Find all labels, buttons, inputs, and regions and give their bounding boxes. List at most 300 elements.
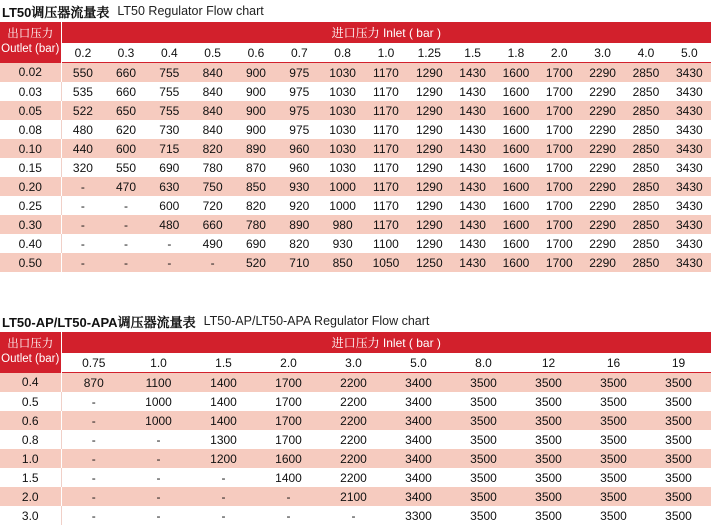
outlet-pressure-cell: 0.15	[0, 158, 61, 177]
flow-value-cell: -	[61, 253, 104, 272]
inlet-pressure-cell: 0.5	[191, 43, 234, 63]
flow-value-cell: 1700	[256, 430, 321, 449]
flow-value-cell: 870	[234, 158, 277, 177]
flow-value-cell: -	[191, 487, 256, 506]
lt50-ap-title-en: LT50-AP/LT50-APA Regulator Flow chart	[203, 314, 430, 328]
flow-value-cell: -	[61, 234, 104, 253]
outlet-header-en: Outlet (bar)	[1, 353, 60, 366]
flow-value-cell: 1600	[494, 101, 537, 120]
inlet-pressure-cell: 0.4	[148, 43, 191, 63]
flow-value-cell: 900	[234, 82, 277, 101]
outlet-pressure-cell: 0.4	[0, 373, 61, 393]
flow-value-cell: 1700	[538, 158, 581, 177]
flow-value-cell: -	[126, 430, 191, 449]
flow-value-cell: 820	[234, 196, 277, 215]
flow-value-cell: -	[148, 234, 191, 253]
outlet-pressure-cell: 0.20	[0, 177, 61, 196]
table-row	[0, 487, 711, 506]
flow-value-cell: 2850	[624, 139, 667, 158]
flow-value-cell: 3430	[668, 253, 711, 272]
flow-value-cell: 690	[234, 234, 277, 253]
flow-value-cell: -	[61, 487, 126, 506]
flow-value-cell: 1600	[256, 449, 321, 468]
flow-value-cell: 1030	[321, 158, 364, 177]
table-row	[0, 215, 711, 234]
flow-value-cell: 1600	[494, 139, 537, 158]
flow-value-cell: 2200	[321, 392, 386, 411]
table-row	[0, 139, 711, 158]
flow-value-cell: 3500	[581, 506, 646, 525]
flow-value-cell: 1100	[126, 373, 191, 393]
flow-value-cell: 660	[104, 63, 147, 83]
flow-value-cell: 2290	[581, 63, 624, 83]
table-row	[0, 506, 711, 525]
flow-value-cell: 3400	[386, 487, 451, 506]
flow-value-cell: 1290	[408, 158, 451, 177]
flow-value-cell: 1430	[451, 120, 494, 139]
lt50-title	[0, 0, 711, 22]
outlet-pressure-cell: 0.5	[0, 392, 61, 411]
outlet-pressure-cell: 0.8	[0, 430, 61, 449]
flow-value-cell: 730	[148, 120, 191, 139]
flow-value-cell: 3500	[451, 373, 516, 393]
flow-value-cell: 1000	[321, 177, 364, 196]
flow-value-cell: 3500	[451, 392, 516, 411]
flow-value-cell: 3500	[581, 430, 646, 449]
flow-value-cell: 3500	[516, 411, 581, 430]
table-row	[0, 392, 711, 411]
flow-value-cell: 650	[104, 101, 147, 120]
outlet-pressure-cell: 2.0	[0, 487, 61, 506]
outlet-pressure-cell: 0.40	[0, 234, 61, 253]
inlet-pressure-cell: 12	[516, 353, 581, 373]
flow-value-cell: 2100	[321, 487, 386, 506]
table-row	[0, 63, 711, 83]
flow-value-cell: 2850	[624, 215, 667, 234]
flow-value-cell: 522	[61, 101, 104, 120]
flow-value-cell: 890	[278, 215, 321, 234]
flow-value-cell: 1430	[451, 196, 494, 215]
flow-value-cell: 780	[234, 215, 277, 234]
flow-value-cell: 2290	[581, 120, 624, 139]
flow-value-cell: -	[61, 411, 126, 430]
flow-value-cell: 3500	[451, 430, 516, 449]
flow-value-cell: 920	[278, 196, 321, 215]
flow-value-cell: 1700	[256, 411, 321, 430]
flow-value-cell: 3400	[386, 468, 451, 487]
flow-value-cell: 550	[61, 63, 104, 83]
flow-value-cell: 2850	[624, 82, 667, 101]
flow-value-cell: 3400	[386, 373, 451, 393]
flow-value-cell: 1600	[494, 177, 537, 196]
flow-value-cell: 1290	[408, 234, 451, 253]
flow-value-cell: 2850	[624, 177, 667, 196]
flow-value-cell: 3500	[646, 487, 711, 506]
flow-value-cell: 690	[148, 158, 191, 177]
flow-value-cell: 3400	[386, 449, 451, 468]
flow-value-cell: 3500	[516, 430, 581, 449]
flow-value-cell: 1000	[126, 411, 191, 430]
flow-value-cell: 630	[148, 177, 191, 196]
table-row	[0, 468, 711, 487]
flow-value-cell: 1700	[538, 215, 581, 234]
flow-value-cell: -	[104, 234, 147, 253]
inlet-pressure-cell: 1.0	[126, 353, 191, 373]
flow-value-cell: 1700	[256, 392, 321, 411]
flow-value-cell: 3500	[451, 411, 516, 430]
flow-value-cell: 820	[191, 139, 234, 158]
flow-value-cell: 660	[191, 215, 234, 234]
flow-value-cell: 710	[278, 253, 321, 272]
flow-value-cell: 3500	[581, 392, 646, 411]
flow-value-cell: 2200	[321, 411, 386, 430]
flow-value-cell: 2850	[624, 234, 667, 253]
outlet-pressure-cell: 0.08	[0, 120, 61, 139]
outlet-pressure-cell: 0.50	[0, 253, 61, 272]
flow-value-cell: 535	[61, 82, 104, 101]
flow-value-cell: 1290	[408, 215, 451, 234]
lt50-flow-table	[0, 22, 711, 272]
flow-value-cell: 755	[148, 82, 191, 101]
outlet-pressure-cell: 3.0	[0, 506, 61, 525]
flow-value-cell: 1170	[364, 120, 407, 139]
flow-value-cell: 840	[191, 82, 234, 101]
table-row	[0, 120, 711, 139]
flow-value-cell: 3430	[668, 177, 711, 196]
flow-value-cell: 715	[148, 139, 191, 158]
flow-value-cell: 1290	[408, 82, 451, 101]
flow-value-cell: 3300	[386, 506, 451, 525]
flow-value-cell: -	[321, 506, 386, 525]
flow-value-cell: 3430	[668, 101, 711, 120]
flow-value-cell: 1600	[494, 63, 537, 83]
flow-value-cell: 1290	[408, 63, 451, 83]
flow-value-cell: 3430	[668, 215, 711, 234]
flow-value-cell: 1030	[321, 101, 364, 120]
flow-value-cell: 1170	[364, 196, 407, 215]
flow-value-cell: 1600	[494, 120, 537, 139]
flow-value-cell: 2200	[321, 373, 386, 393]
inlet-pressure-cell: 0.6	[234, 43, 277, 63]
flow-value-cell: 550	[104, 158, 147, 177]
flow-value-cell: 1430	[451, 101, 494, 120]
lt50-ap-flow-table	[0, 332, 711, 525]
flow-value-cell: 1430	[451, 158, 494, 177]
flow-value-cell: 620	[104, 120, 147, 139]
flow-value-cell: 890	[234, 139, 277, 158]
flow-value-cell: 1170	[364, 82, 407, 101]
flow-value-cell: -	[104, 253, 147, 272]
flow-value-cell: -	[126, 487, 191, 506]
flow-value-cell: 1170	[364, 158, 407, 177]
flow-value-cell: 1430	[451, 63, 494, 83]
flow-value-cell: 1170	[364, 101, 407, 120]
flow-value-cell: 490	[191, 234, 234, 253]
flow-value-cell: -	[104, 215, 147, 234]
outlet-header-zh: 出口压力	[7, 28, 54, 41]
flow-value-cell: -	[256, 506, 321, 525]
inlet-pressure-cell: 1.5	[451, 43, 494, 63]
lt50-title-zh: LT50调压器流量表	[2, 4, 110, 20]
flow-value-cell: 3430	[668, 196, 711, 215]
table-row	[0, 196, 711, 215]
flow-value-cell: -	[61, 177, 104, 196]
flow-value-cell: 3500	[581, 373, 646, 393]
flow-value-cell: 2290	[581, 139, 624, 158]
flow-value-cell: 600	[104, 139, 147, 158]
flow-value-cell: 900	[234, 120, 277, 139]
inlet-pressure-cell: 0.75	[61, 353, 126, 373]
flow-value-cell: 1700	[538, 82, 581, 101]
flow-value-cell: 720	[191, 196, 234, 215]
lt50-ap-title-zh: LT50-AP/LT50-APA调压器流量表	[2, 314, 196, 330]
flow-value-cell: 600	[148, 196, 191, 215]
flow-value-cell: 1600	[494, 215, 537, 234]
flow-value-cell: 1600	[494, 196, 537, 215]
flow-value-cell: 1290	[408, 196, 451, 215]
flow-value-cell: 1170	[364, 215, 407, 234]
flow-value-cell: 3500	[516, 392, 581, 411]
flow-value-cell: -	[191, 468, 256, 487]
inlet-pressure-row	[0, 353, 711, 373]
table-row	[0, 430, 711, 449]
flow-value-cell: 975	[278, 101, 321, 120]
flow-value-cell: 480	[148, 215, 191, 234]
flow-value-cell: 3500	[516, 506, 581, 525]
flow-value-cell: 870	[61, 373, 126, 393]
flow-value-cell: 1430	[451, 234, 494, 253]
outlet-pressure-cell: 0.05	[0, 101, 61, 120]
flow-value-cell: 3500	[516, 449, 581, 468]
flow-value-cell: 1600	[494, 234, 537, 253]
flow-value-cell: 1030	[321, 120, 364, 139]
flow-value-cell: 1400	[191, 392, 256, 411]
lt50-ap-table-body	[0, 373, 711, 526]
table-row	[0, 158, 711, 177]
inlet-pressure-cell: 0.2	[61, 43, 104, 63]
flow-value-cell: 1700	[256, 373, 321, 393]
inlet-pressure-cell: 19	[646, 353, 711, 373]
flow-value-cell: 1400	[191, 373, 256, 393]
flow-value-cell: 1430	[451, 139, 494, 158]
outlet-header	[0, 332, 61, 373]
lt50-ap-title	[0, 310, 711, 332]
table-row	[0, 411, 711, 430]
flow-value-cell: -	[61, 196, 104, 215]
flow-value-cell: 3500	[581, 449, 646, 468]
table-row	[0, 101, 711, 120]
flow-value-cell: 960	[278, 158, 321, 177]
flow-value-cell: 2290	[581, 101, 624, 120]
flow-value-cell: -	[61, 215, 104, 234]
flow-value-cell: 1030	[321, 82, 364, 101]
inlet-pressure-cell: 2.0	[538, 43, 581, 63]
flow-value-cell: 2850	[624, 158, 667, 177]
table-row	[0, 177, 711, 196]
flow-value-cell: 3430	[668, 139, 711, 158]
flow-value-cell: -	[104, 196, 147, 215]
flow-value-cell: 3500	[581, 411, 646, 430]
flow-value-cell: 850	[321, 253, 364, 272]
flow-value-cell: 1050	[364, 253, 407, 272]
flow-value-cell: 1600	[494, 253, 537, 272]
flow-value-cell: 840	[191, 120, 234, 139]
flow-value-cell: 3430	[668, 234, 711, 253]
flow-value-cell: 1700	[538, 253, 581, 272]
outlet-header	[0, 22, 61, 63]
flow-value-cell: 470	[104, 177, 147, 196]
flow-value-cell: 900	[234, 63, 277, 83]
flow-value-cell: 3400	[386, 392, 451, 411]
flow-value-cell: 480	[61, 120, 104, 139]
flow-value-cell: 3430	[668, 158, 711, 177]
flow-value-cell: 2850	[624, 63, 667, 83]
flow-value-cell: 660	[104, 82, 147, 101]
flow-value-cell: 975	[278, 63, 321, 83]
flow-value-cell: 2290	[581, 158, 624, 177]
outlet-pressure-cell: 0.25	[0, 196, 61, 215]
lt50-title-en: LT50 Regulator Flow chart	[117, 4, 264, 18]
flow-value-cell: 975	[278, 120, 321, 139]
flow-value-cell: 1200	[191, 449, 256, 468]
flow-value-cell: 2200	[321, 430, 386, 449]
flow-value-cell: 3500	[646, 373, 711, 393]
flow-value-cell: 1430	[451, 215, 494, 234]
flow-value-cell: 1290	[408, 177, 451, 196]
flow-value-cell: 2200	[321, 468, 386, 487]
flow-value-cell: 440	[61, 139, 104, 158]
outlet-pressure-cell: 0.03	[0, 82, 61, 101]
flow-value-cell: 3500	[451, 487, 516, 506]
table-row	[0, 82, 711, 101]
flow-value-cell: -	[256, 487, 321, 506]
flow-value-cell: 3500	[516, 468, 581, 487]
flow-value-cell: 1250	[408, 253, 451, 272]
flow-value-cell: 2850	[624, 253, 667, 272]
flow-value-cell: -	[126, 468, 191, 487]
lt50-ap-flow-chart-section	[0, 310, 711, 525]
flow-value-cell: 3430	[668, 120, 711, 139]
table-row	[0, 234, 711, 253]
outlet-pressure-cell: 1.5	[0, 468, 61, 487]
inlet-pressure-cell: 5.0	[386, 353, 451, 373]
table-row	[0, 449, 711, 468]
inlet-pressure-cell: 0.7	[278, 43, 321, 63]
flow-value-cell: 320	[61, 158, 104, 177]
inlet-pressure-cell: 0.3	[104, 43, 147, 63]
flow-value-cell: -	[61, 506, 126, 525]
flow-value-cell: 3500	[451, 506, 516, 525]
inlet-header: 进口压力 Inlet ( bar )	[61, 22, 711, 43]
flow-value-cell: 3430	[668, 63, 711, 83]
flow-value-cell: 1290	[408, 101, 451, 120]
flow-value-cell: 2290	[581, 177, 624, 196]
flow-value-cell: 3500	[516, 487, 581, 506]
flow-value-cell: 3400	[386, 411, 451, 430]
flow-value-cell: 1170	[364, 63, 407, 83]
flow-value-cell: 1030	[321, 139, 364, 158]
flow-value-cell: 2290	[581, 234, 624, 253]
flow-value-cell: 3500	[646, 449, 711, 468]
flow-value-cell: 1600	[494, 158, 537, 177]
inlet-header: 进口压力 Inlet ( bar )	[61, 332, 711, 353]
flow-value-cell: 850	[234, 177, 277, 196]
flow-value-cell: 1290	[408, 120, 451, 139]
flow-value-cell: 3500	[451, 449, 516, 468]
flow-value-cell: 3500	[646, 411, 711, 430]
flow-value-cell: 1400	[256, 468, 321, 487]
flow-value-cell: 2850	[624, 120, 667, 139]
flow-value-cell: 2290	[581, 82, 624, 101]
flow-value-cell: 1430	[451, 177, 494, 196]
flow-value-cell: -	[61, 430, 126, 449]
flow-value-cell: 3500	[646, 506, 711, 525]
inlet-pressure-cell: 16	[581, 353, 646, 373]
flow-value-cell: -	[61, 449, 126, 468]
flow-value-cell: 3400	[386, 430, 451, 449]
outlet-pressure-cell: 0.10	[0, 139, 61, 158]
flow-value-cell: 2290	[581, 196, 624, 215]
flow-value-cell: 3500	[581, 487, 646, 506]
flow-value-cell: -	[61, 468, 126, 487]
flow-value-cell: 1170	[364, 177, 407, 196]
flow-value-cell: 1700	[538, 120, 581, 139]
inlet-pressure-row	[0, 43, 711, 63]
outlet-pressure-cell: 1.0	[0, 449, 61, 468]
table-row	[0, 373, 711, 393]
flow-value-cell: 900	[234, 101, 277, 120]
flow-value-cell: 3500	[646, 468, 711, 487]
flow-value-cell: 1290	[408, 139, 451, 158]
flow-value-cell: -	[61, 392, 126, 411]
flow-value-cell: 930	[278, 177, 321, 196]
outlet-pressure-cell: 0.6	[0, 411, 61, 430]
flow-value-cell: 1700	[538, 63, 581, 83]
flow-value-cell: 1700	[538, 101, 581, 120]
flow-value-cell: 2290	[581, 215, 624, 234]
flow-value-cell: -	[191, 253, 234, 272]
flow-value-cell: -	[126, 449, 191, 468]
flow-value-cell: 1700	[538, 196, 581, 215]
flow-value-cell: 1300	[191, 430, 256, 449]
flow-value-cell: 3500	[646, 430, 711, 449]
flow-value-cell: 2200	[321, 449, 386, 468]
flow-value-cell: 820	[278, 234, 321, 253]
flow-value-cell: 975	[278, 82, 321, 101]
flow-value-cell: 3430	[668, 82, 711, 101]
inlet-pressure-cell: 4.0	[624, 43, 667, 63]
outlet-pressure-cell: 0.30	[0, 215, 61, 234]
flow-value-cell: 3500	[646, 392, 711, 411]
lt50-table-body	[0, 63, 711, 273]
flow-value-cell: 1000	[321, 196, 364, 215]
flow-value-cell: 3500	[516, 373, 581, 393]
flow-value-cell: 1600	[494, 82, 537, 101]
flow-value-cell: 755	[148, 63, 191, 83]
inlet-pressure-cell: 1.5	[191, 353, 256, 373]
flow-value-cell: 1170	[364, 139, 407, 158]
flow-value-cell: 1700	[538, 177, 581, 196]
flow-value-cell: 520	[234, 253, 277, 272]
flow-value-cell: 1430	[451, 82, 494, 101]
flow-value-cell: 930	[321, 234, 364, 253]
inlet-pressure-cell: 3.0	[321, 353, 386, 373]
flow-value-cell: 1430	[451, 253, 494, 272]
flow-value-cell: -	[148, 253, 191, 272]
inlet-pressure-cell: 3.0	[581, 43, 624, 63]
flow-value-cell: 960	[278, 139, 321, 158]
flow-value-cell: 755	[148, 101, 191, 120]
